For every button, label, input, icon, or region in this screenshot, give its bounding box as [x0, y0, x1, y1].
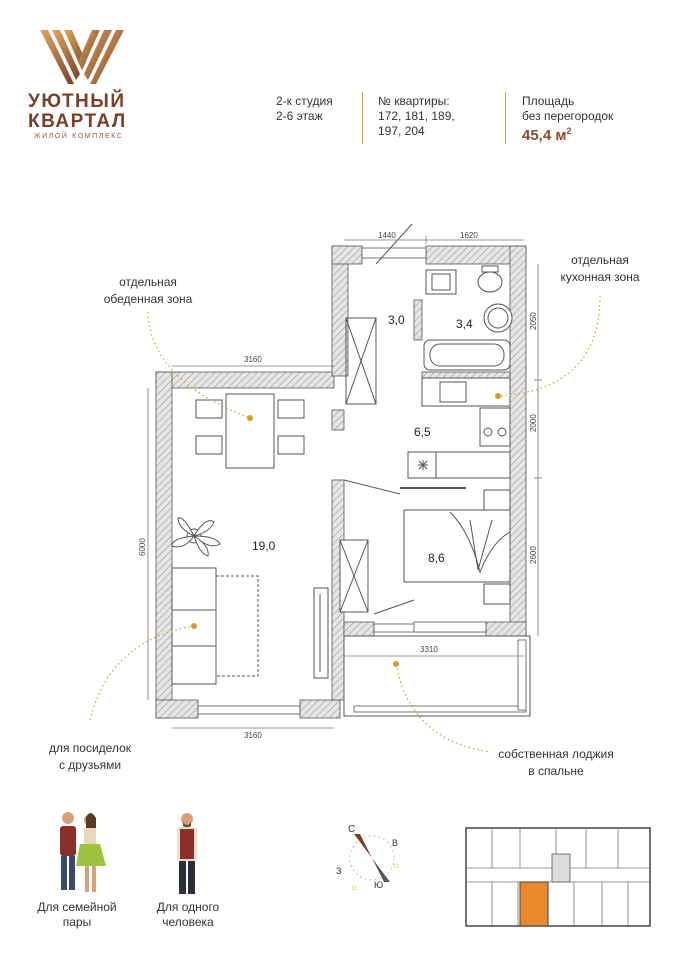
dim-top-left: 1440 [378, 231, 396, 240]
apt-numbers-line2: 197, 204 [378, 124, 425, 138]
caption-single-line1: Для одного [156, 900, 220, 914]
dim-living-top: 3160 [244, 355, 262, 364]
type-text: 2-к студия [276, 94, 333, 108]
apt-numbers-line1: 172, 181, 189, [378, 109, 455, 123]
compass-rose [330, 818, 410, 894]
note-dining [78, 274, 218, 308]
sun-icon: ☼ [392, 860, 401, 870]
fan-icon [418, 460, 428, 470]
compass-south: Ю [374, 880, 384, 890]
tv-stand [314, 588, 328, 678]
plant-icon [172, 518, 220, 556]
brand-subtitle: ЖИЛОЙ КОМПЛЕКС [34, 133, 124, 140]
bedroom-door [344, 480, 400, 494]
dining-set [196, 394, 304, 468]
single-person-icon [172, 812, 202, 896]
area-corridor: 3,0 [388, 313, 405, 327]
highlighted-apartment [520, 882, 548, 926]
caption-couple-line1: Для семейной [37, 900, 117, 914]
area-kitchen: 6,5 [414, 425, 431, 439]
compass-east: В [392, 838, 399, 848]
note-loggia-line2: в спальне [528, 764, 584, 778]
dim-left: 6000 [138, 538, 147, 556]
dim-right-1: 2050 [529, 312, 538, 330]
dim-top-right: 1620 [460, 231, 478, 240]
area-sublabel: без перегородок [522, 109, 614, 123]
dim-right-2: 2000 [529, 414, 538, 432]
dim-living-bottom: 3160 [244, 731, 262, 740]
dim-right-3: 2600 [529, 546, 538, 564]
area-living: 19,0 [252, 539, 276, 553]
area-number: 45,4 м [522, 127, 567, 144]
note-kitchen-line2: кухонная зона [560, 270, 640, 284]
note-friends-line1: для посиделок [48, 741, 132, 755]
couple-icon [48, 810, 112, 896]
area-bathroom: 3,4 [456, 317, 473, 331]
building-key-plan [462, 824, 654, 930]
note-kitchen [540, 252, 660, 286]
area-bedroom: 8,6 [428, 551, 445, 565]
compass-west: З [336, 866, 342, 876]
brand-name-line2: КВАРТАЛ [28, 111, 127, 132]
caption-couple-line2: пары [62, 915, 92, 929]
floor-text: 2-6 этаж [276, 109, 323, 123]
note-dining-line1: отдельная [119, 275, 177, 289]
note-loggia [476, 746, 636, 780]
sofa [172, 568, 258, 684]
caption-couple [22, 900, 132, 930]
brand-name-line1: УЮТНЫЙ [28, 91, 126, 112]
caption-single-line2: человека [162, 915, 214, 929]
note-loggia-line1: собственная лоджия [498, 747, 614, 761]
apt-label: № квартиры: [378, 94, 450, 108]
caption-single [134, 900, 242, 930]
corridor-wardrobe [346, 318, 376, 404]
sun-icon: ☼ [350, 882, 359, 892]
loggia-door [374, 600, 414, 614]
note-dining-line2: обеденная зона [103, 292, 193, 306]
compass-north: С [348, 824, 356, 835]
note-kitchen-line1: отдельная [571, 253, 629, 267]
bedroom-furniture [340, 488, 510, 612]
area-label: Площадь [522, 94, 575, 108]
note-friends [20, 740, 160, 774]
dim-loggia: 3310 [420, 645, 438, 654]
area-unit-sup: 2 [566, 126, 572, 136]
note-friends-line2: с друзьями [58, 758, 122, 772]
